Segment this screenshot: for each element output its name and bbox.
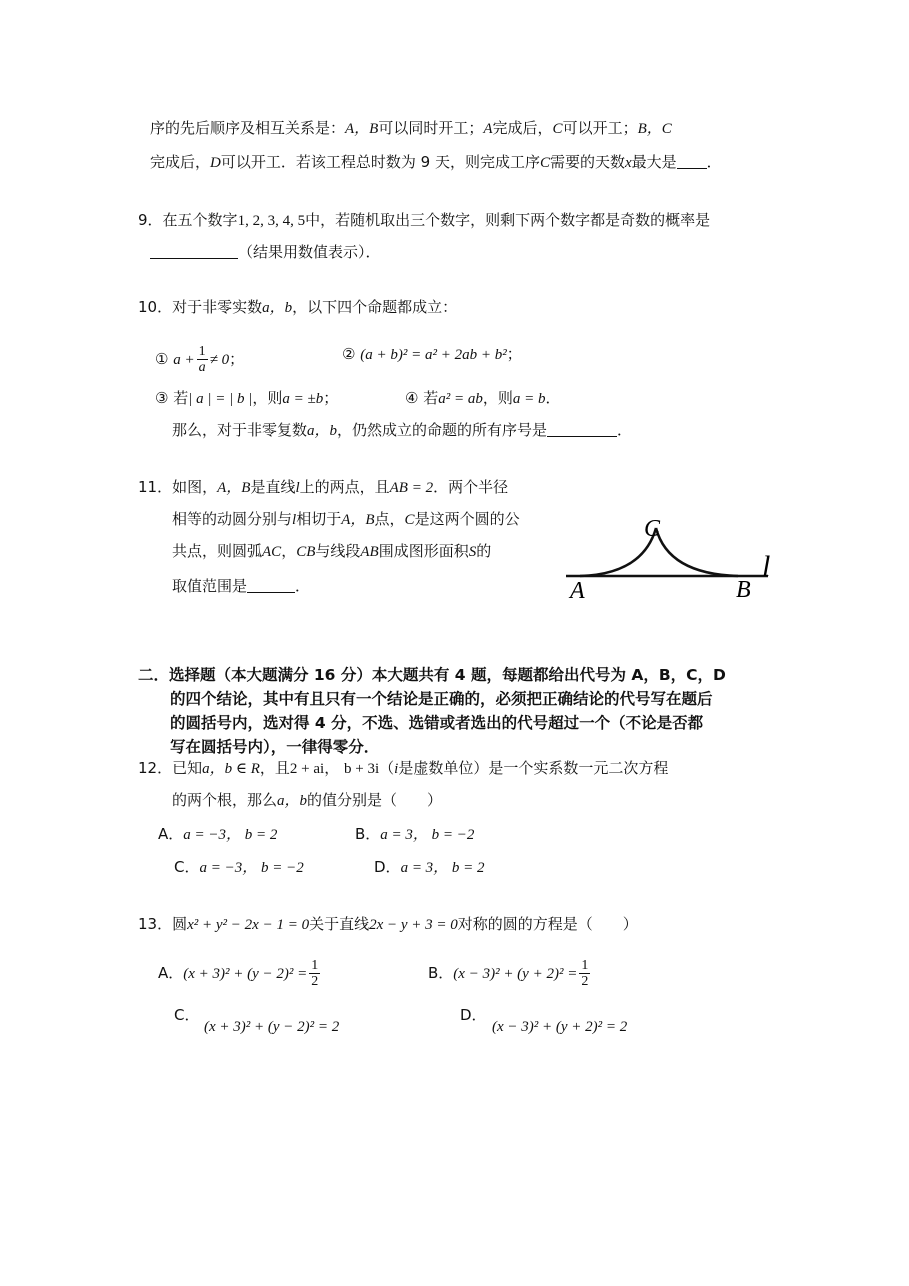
q11-line1: 11．如图，A，B是直线l上的两点，且AB = 2．两个半径 — [138, 478, 509, 496]
q10-prop3: ③ 若| a | = | b |，则a = ±b； — [155, 389, 339, 407]
q8-line2: 完成后，D可以开工．若该工程总时数为 9 天，则完成工序C需要的天数x最大是 ． — [150, 153, 722, 171]
q13-option-d-expr: (x − 3)² + (y + 2)² = 2 — [492, 1019, 628, 1035]
q12-line1: 12．已知a，b ∈ R，且2 + ai， b + 3i（i是虚数单位）是一个实系数一元二次方程 — [138, 759, 669, 777]
q10-prop4: ④ 若a² = ab，则a = b． — [405, 389, 561, 407]
q11-line3: 共点，则圆弧AC，CB与线段AB围成图形面积S的 — [172, 542, 492, 560]
q13-option-b[interactable]: B．(x − 3)² + (y + 2)² = $\frac{1}{2}$ — [428, 958, 589, 989]
fraction: $\frac{1}{2}$ — [311, 958, 319, 989]
q10-line1: 10．对于非零实数a，b，以下四个命题都成立： — [138, 298, 458, 316]
q11-line4: 取值范围是 ． — [172, 577, 311, 595]
label-c: C — [644, 516, 661, 542]
q11-line2: 相等的动圆分别与l相切于A，B点，C是这两个圆的公 — [172, 510, 520, 528]
label-b: B — [736, 577, 751, 603]
q10-prop2: ② (a + b)² = a² + 2ab + b²； — [342, 345, 522, 363]
label-l: l — [762, 550, 771, 583]
q13-option-c-expr: (x + 3)² + (y − 2)² = 2 — [204, 1019, 340, 1035]
label-a: A — [570, 578, 585, 604]
section2-line2: 的四个结论，其中有且只有一个结论是正确的，必须把正确结论的代号写在题后 — [170, 690, 713, 708]
q11-figure — [558, 500, 788, 610]
q8-line1: 序的先后顺序及相互关系是：A，B可以同时开工；A完成后，C可以开工；B，C — [150, 119, 672, 137]
q12-option-d[interactable]: D．a = 3， b = 2 — [374, 858, 485, 876]
arc-cb — [656, 528, 738, 576]
answer-blank[interactable] — [547, 422, 617, 437]
q13-option-d[interactable]: D． — [460, 1006, 487, 1024]
section2-heading: 二．选择题（本大题满分 16 分）本大题共有 4 题，每题都给出代号为 A，B，C，D — [138, 666, 726, 684]
q10-prop1: ① a + $\frac{1}{a}$ ≠ 0； — [155, 344, 245, 375]
q13-option-a[interactable]: A．(x + 3)² + (y − 2)² = $\frac{1}{2}$ — [158, 958, 319, 989]
answer-blank[interactable] — [677, 154, 707, 169]
q12-option-a[interactable]: A．a = −3， b = 2 — [158, 825, 278, 843]
answer-blank[interactable] — [150, 244, 238, 259]
q10-line3: 那么，对于非零复数a，b，仍然成立的命题的所有序号是 ． — [172, 421, 633, 439]
q12-line2: 的两个根，那么a，b的值分别是（ ） — [172, 791, 443, 809]
q12-option-b[interactable]: B．a = 3， b = −2 — [355, 825, 475, 843]
q13-option-c[interactable]: C． — [174, 1006, 200, 1024]
q9-line2: （结果用数值表示）． — [150, 242, 381, 262]
section2-line3: 的圆括号内，选对得 4 分，不选、选错或者选出的代号超过一个（不论是否都 — [170, 714, 704, 732]
answer-blank[interactable] — [247, 578, 295, 593]
section2-line4: 写在圆括号内），一律得零分． — [170, 738, 380, 756]
fraction: $\frac{1}{a}$ — [198, 344, 206, 375]
q9-line1: 9．在五个数字1, 2, 3, 4, 5中，若随机取出三个数字，则剩下两个数字都是奇数的概率是 — [138, 211, 711, 229]
q13-line1: 13．圆x² + y² − 2x − 1 = 0关于直线2x − y + 3 = 0对称的圆的方程是（ ） — [138, 915, 638, 933]
fraction: $\frac{1}{2}$ — [581, 958, 589, 989]
q12-option-c[interactable]: C．a = −3， b = −2 — [174, 858, 304, 876]
